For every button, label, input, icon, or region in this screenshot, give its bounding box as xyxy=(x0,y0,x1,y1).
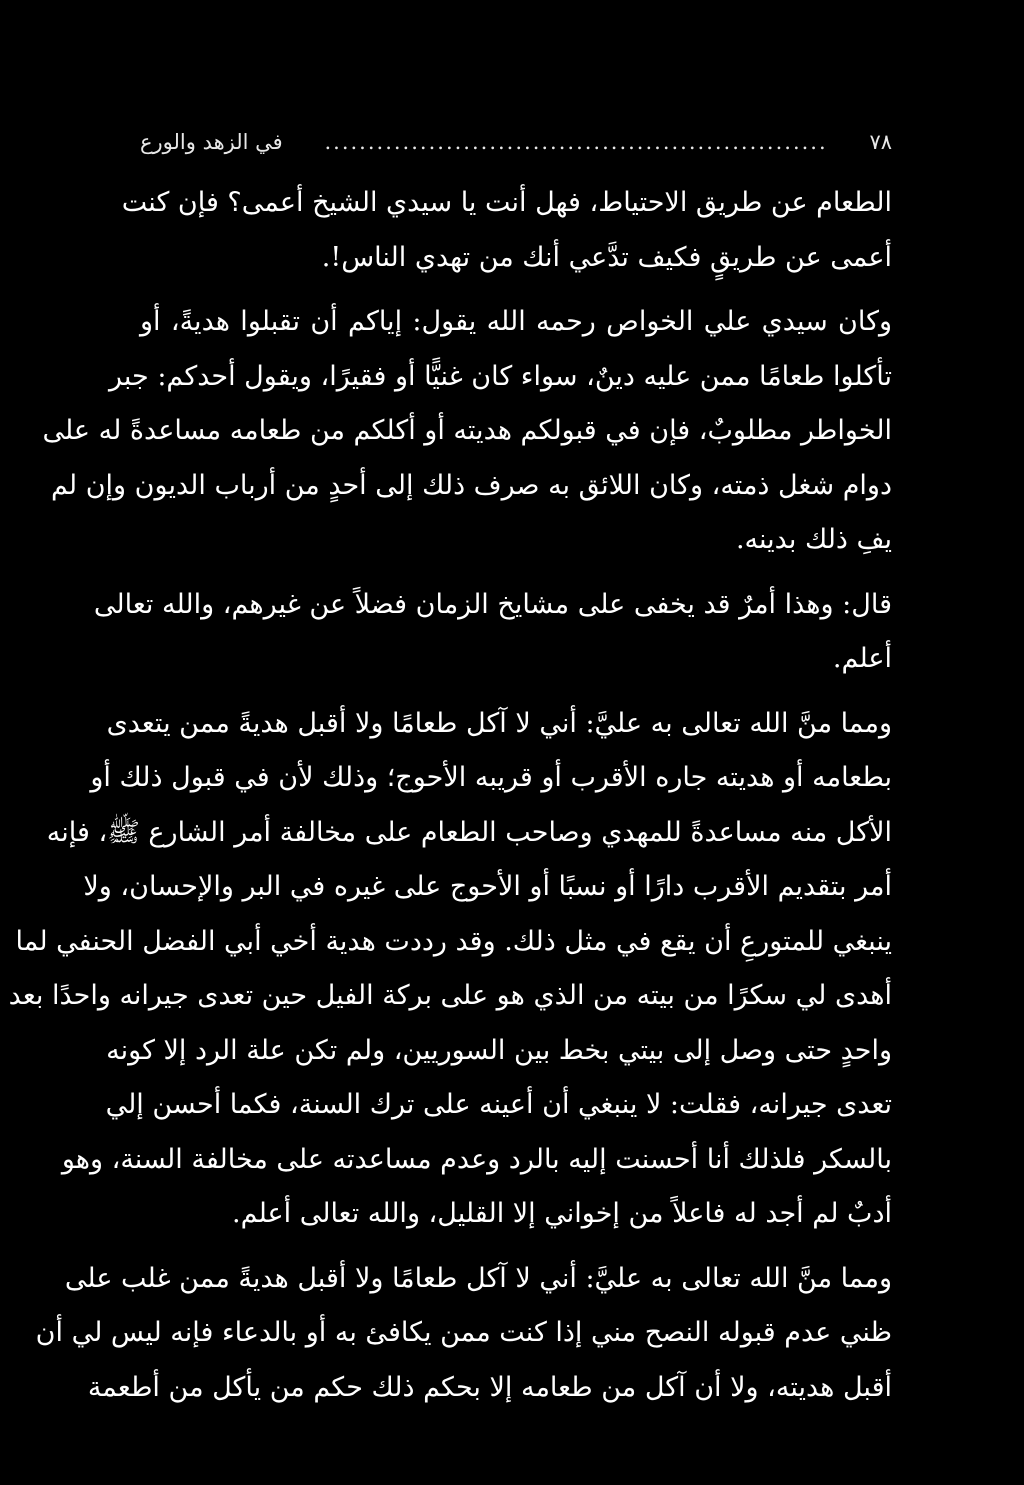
text-line: الأكل منه مساعدةً للمهدي وصاحب الطعام على مخالفة أمر الشارع ﷺ، فإنه xyxy=(46,816,892,848)
text-line: أهدى لي سكرًا من بيته من الذي هو على بركة الفيل حين تعدى جيرانه واحدًا بعد xyxy=(8,980,892,1011)
text-line: قال: وهذا أمرٌ قد يخفى على مشايخ الزمان فضلاً عن غيرهم، والله تعالى xyxy=(93,588,892,620)
text-line: تعدى جيرانه، فقلت: لا ينبغي أن أعينه على ترك السنة، فكما أحسن إلي xyxy=(105,1089,892,1120)
text-line: الطعام عن طريق الاحتياط، فهل أنت يا سيدي الشيخ أعمى؟ فإن كنت xyxy=(121,187,892,218)
text-line: ينبغي للمتورعِ أن يقع في مثل ذلك. وقد رددت هدية أخي أبي الفضل الحنفي لما xyxy=(15,925,892,957)
paragraph-5 xyxy=(35,1252,892,1416)
page-header xyxy=(140,130,892,176)
text-line: أدبٌ لم أجد له فاعلاً من إخواني إلا القليل، والله تعالى أعلم. xyxy=(232,1198,892,1229)
text-line: أقبل هديته، ولا أن آكل من طعامه إلا بحكم ذلك حكم من يأكل من أطعمة xyxy=(87,1371,892,1403)
header-leader-dots: .......................................................... xyxy=(324,130,828,154)
paragraph-1 xyxy=(121,176,892,285)
text-line: بالسكر فلذلك أنا أحسنت إليه بالرد وعدم مساعدته على مخالفة السنة، وهو xyxy=(61,1143,892,1175)
text-line: دوام شغل ذمته، وكان اللائق به صرف ذلك إلى أحدٍ من أرباب الديون وإن لم xyxy=(50,469,892,501)
paragraph-2 xyxy=(42,295,892,568)
text-line: أعمى عن طريقٍ فكيف تدَّعي أنك من تهدي الناس!. xyxy=(321,241,892,273)
paragraph-4 xyxy=(8,697,892,1242)
page-number: ٧٨ xyxy=(869,130,892,154)
text-line: ومما منَّ الله تعالى به عليَّ: أني لا آكل طعامًا ولا أقبل هديةً ممن يتعدى xyxy=(106,707,892,739)
text-line: تأكلوا طعامًا ممن عليه دينٌ، سواء كان غنيًّا أو فقيرًا، ويقول أحدكم: جبر xyxy=(109,360,892,392)
paragraph-3 xyxy=(93,578,892,687)
running-title: في الزهد والورع xyxy=(140,130,283,154)
text-line: بطعامه أو هديته جاره الأقرب أو قريبه الأحوج؛ وذلك لأن في قبول ذلك أو xyxy=(90,762,892,793)
text-line: واحدٍ حتى وصل إلى بيتي بخط بين السوريين، ولم تكن علة الرد إلا كونه xyxy=(106,1034,892,1066)
text-line: أعلم. xyxy=(832,643,892,674)
text-line: وكان سيدي علي الخواص رحمه الله يقول: إياكم أن تقبلوا هديةً، أو xyxy=(140,306,892,337)
text-line: يفِ ذلك بدينه. xyxy=(735,524,892,555)
text-line: الخواطر مطلوبٌ، فإن في قبولكم هديته أو أكلكم من طعامه مساعدةً له على xyxy=(42,415,892,446)
text-line: ظني عدم قبوله النصح مني إذا كنت ممن يكافئ به أو بالدعاء فإنه ليس لي أن xyxy=(35,1317,892,1348)
text-line: أمر بتقديم الأقرب دارًا أو نسبًا أو الأحوج على غيره في البر والإحسان، ولا xyxy=(83,871,892,902)
book-page xyxy=(8,130,892,1470)
text-line: ومما منَّ الله تعالى به عليَّ: أني لا آكل طعامًا ولا أقبل هديةً ممن غلب على xyxy=(64,1262,892,1294)
